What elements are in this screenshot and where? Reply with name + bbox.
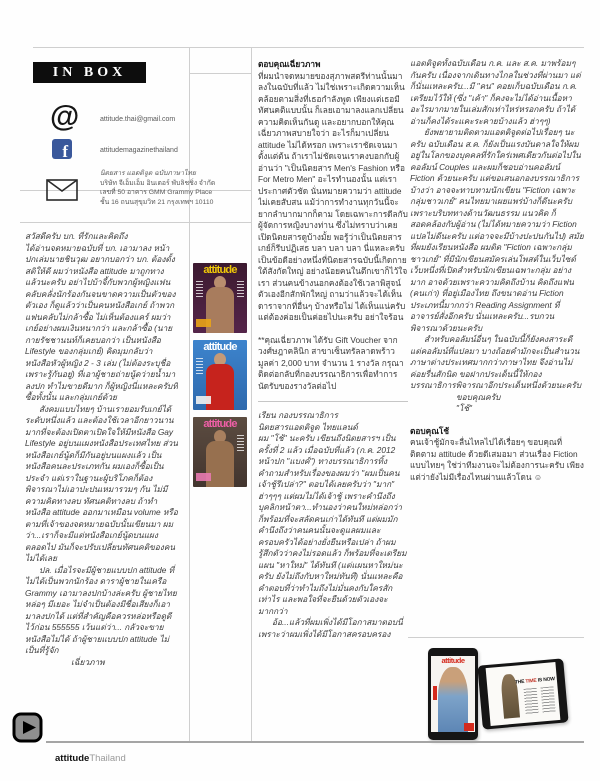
ipad-section-rule (408, 637, 584, 638)
reply-column (258, 59, 408, 739)
contact-email: attitude.thai@gmail.com (100, 116, 176, 123)
postal-address (100, 169, 215, 207)
cover-caption-block (196, 396, 211, 404)
ipad-portrait (428, 648, 478, 740)
reply2-header: ตอบคุณโช้ (410, 425, 449, 436)
ipad-spread-text (540, 686, 555, 713)
page-title: IN BOX (33, 62, 146, 83)
cover-logo: attitude (203, 341, 237, 353)
letter1-column (25, 231, 178, 736)
letter1-paragraph: ได้อ่านจดหมายฉบับที่ บก. เอามาลง หน้าปกเล่มนายชินวุฒ อยากบอกว่า บก. ต้องตั้งสติให้ดี ผมว่าหนังสือ attitude มาถูกทางแล้วนะครับ อย่าไปบ้าจี้กับพวกผู้หญิงแฟนคลับคลั่งนักร้องกันจนขาดความเป็นตัวของตัวเอง ก็ดูแล้วว่าเป็นคนหนังสือเกย์ ถ้าพวกแฟนคลับไม่กล้าซื้อ ไม่เห็นต้องแคร์ ผมว่าเกย์อย่างผมเงินหนากว่า และกล้าซื้อ (นายกายรัชชานนท์ก็เคยบอกว่า เป็นหนังสือ Lifestyle ของกลุ่มเกย์) คิดมุมกลับว่า หนังสือหัวผู้หญิง 2 - 3 เล่ม (ไม่ต้องระบุชื่อเพราะรู้กันอยู่) ที่เอาผู้ชายถ่ายนู้ดว่ายน้ำมาลงปก ทำไมขายดีมาก ก็ผู้หญิงนี่แหละครับที่ซื้อทั้งนั้น และกลุ่มเกย์ด้วย (25, 242, 178, 402)
ipad-landscape (477, 658, 568, 729)
magazine-cover-3 (193, 417, 247, 487)
letter2-paragraph: ผม "โช้" นะครับ เขียนถึงนิตยสารฯ เป็นครั้งที่ 2 แล้ว เมื่อฉบับที่แล้ว (ก.ค. 2012 หน้าปก "แบงค์") ทางบรรณาธิการทิ้งคำถามสำหรับเรื่องของผมว่า "ผมเป็นคนเจ้าชู้รึเปล่า?" ตอบได้เลยครับว่า "มาก" ฮ่าๆๆๆ แต่ผมไม่ได้เจ้าชู้ เพราะคำนึงถึงบุคลิกหน้าตา...ทำนองว่าคนใหม่หล่อกว่า ก็พร้อมที่จะสลัดคนเก่าได้ทันที แต่ผมมักคำนึงถึงว่าคนคนนั้นจะดูแลผมและครอบครัวได้อย่างยั่งยืนหรือเปล่า ถ้าผมรู้สึกตัวว่าคงไม่รอดแล้ว ก็พร้อมที่จะเตรียมแผน "หาใหม่" ได้ทันที (แต่แผนหาใหม่นะครับ ยังไม่ถึงกับหาใหม่ทันที) นั่นแหละคือคำตอบที่ว่าทำไมถึงไม่มั่นคงกับใครสักเท่าไร และพอใจที่จะยืนด้วยตัวเองจะมากกว่า (258, 433, 407, 616)
ipad-spread-headline: THE TIME IS NOW (514, 676, 556, 686)
address-line: ชั้น 16 ถนนสุขุมวิท 21 กรุงเทพฯ 10110 (100, 198, 214, 206)
column-rule-left (189, 47, 190, 741)
reply1-header: ตอบคุณเฉี่ยวภาพ (258, 59, 321, 69)
letter2-salutation: นิตยสารแอตติจูด ไทยแลนด์ (258, 421, 358, 432)
letter2-paragraph: แอตติจูดทั้งฉบับเดือน ก.ค. และ ส.ค. มาพร้อมๆ กันครับ เนื่องจากเดินทางไกลในช่วงที่ผ่านมา แต่ก็นั่นแหละครับ...มี "คน" คอยเก็บฉบับเดือน ก.ค. เตรียมไว้ให้ (ซึ่ง "เค้า" ก็คงจะไม่ได้อ่านเนื้อหาอะไรมากมายในเล่มสักเท่าไหร่หรอกครับ ถ้าได้อ่านก็คงได้ระแคะระคายบ้างแล้ว ฮ่าๆๆ) (410, 58, 581, 126)
letter2-closing: ขอบคุณครับ (456, 391, 501, 402)
letter1-paragraph: ปล. เมื่อไรจะมีผู้ชายแบบปก attitude ที่ไม่ได้เป็นพวกนักร้อง ดาราผู้ชายในเครือ Grammy เอามาลงปกบ้างล่ะครับ ผู้ชายไทยหล่อๆ มีเยอะ ไม่จำเป็นต้องมีชื่อเสียงก็เอามาลงปกได้ แต่ที่สำคัญคือควรหล่อหรือดูดีไว้ก่อน 555555 เว้นแต่ว่า... กลัวจะขายหนังสือไม่ได้ ถ้าผู้ชายแบบปก attitude ไม่เป็นที่รู้จัก (25, 564, 177, 655)
letter2-paragraph: ยังพยายามติดตามแอตติจูดต่อไปเรื่อยๆ นะครับ ฉบับเดือน ส.ค. ก็ยังเป็นแรงบันดาลใจให้ผมอยู่ในโลกของบุคคลที่รักใคร่เพศเดียวกันต่อไปในคอลัมน์ Couples และผมก็ชอบอ่านคอลัมน์ Fiction ด้วยนะครับ แต่ขอเสนอกองบรรณาธิการบ้างว่า อาจจะทาบทามนักเขียน "Fiction เฉพาะกลุ่มชาวเกย์" คนไทยมาเผยแพร่บ้างก็ดีนะครับ เพราะบริบททางด้านวัฒนธรรม แนวคิด ก็สอดคล้องกับผู้อ่าน (ไม่ได้หมายความว่า Fiction แปลไม่ดีนะครับ แต่อาจจะมีบ้างปะปนกันไป) สมัยที่ผมยังเรียนหนังสือ ผมติด "Fiction เฉพาะกลุ่มชาวเกย์" ที่มีนักเขียนสมัครเล่นโพสต์ในเว็บไซต์เว็บหนึ่งที่เปิดสำหรับนักเขียนเฉพาะกลุ่ม อย่างมาก อาจด้วยเพราะความคิดถึงบ้าน คิดถึงแฟน (คนเก่า) ที่อยู่เมืองไทย ถึงขนาดอ่าน Fiction ประเภทนี้มากกว่า Reading Assignment ที่อาจารย์สั่งอีกครับ นั่นแหละครับ...รบกวนพิจารณาด้วยนะครับ (410, 127, 584, 333)
email-at-icon: @ (50, 100, 80, 133)
letter2-paragraph: สำหรับคอลัมน์อื่นๆ ในฉบับนี้ก็ยังคงสาระดี แต่คอลัมน์ที่แปลมา บางถ้อยคำมักจะเป็นสำนวนภาษาต่างประเทศมากกว่าภาษาไทย จึงอ่านไม่ค่อยรื่นสักนิด ขอฝากประเด็นนี้ให้กองบรรณาธิการพิจารณาอีกประเด็นหนึ่งด้วยนะครับ (410, 334, 582, 390)
magazine-cover-2 (193, 340, 247, 410)
footer-rule (46, 741, 584, 743)
ipad-cover-masthead: attitude (441, 656, 465, 665)
reply1-body: ที่ผมนำจดหมายของสุภาพสตรีท่านนั้นมาลงในฉบับที่แล้ว ไม่ใช่เพราะเกิดความเห็นคล้อยตามสิ่งที่เธอกำลังพูด เพียงแต่เธอมีทัศนคติแบบนั้น ก็เลยเอามาลงแลกเปลี่ยนความคิดเห็นกันดู และอยากบอกให้คุณเฉี่ยวภาพสบายใจว่า อะไรก็มาเปลี่ยน attitude ไม่ได้หรอก เพราะเราชัดเจนมาตั้งแต่ต้น ถ้าเราไม่ชัดเจนเราคงบอกกับผู้อ่านว่า "เป็นนิตยสาร Men's Fashion หรือ For Metro Men" อะไรทำนองนั้น แต่เราประกาศตัวชัด นั่นหมายความว่า attitude ไม่เคยสับสน แม้ว่าการทำงานทุกวันนี้จะยากลำบากมากก็ตาม โดยเฉพาะการดีลกับผู้จัดการหญิงบางท่าน ซึ่งไม่ทราบว่าเคยเปิดนิตยสารดูบ้างมั้ย พอรู้ว่าเป็นนิตยสารเกย์ก็รีบปฏิเสธ บลา บลา บลา นี่แหละครับ เป็นข้อดีอย่างหนึ่งที่นิตยสารฉบับนี้เกิดกายใต้สังกัดใหญ่ อย่างน้อยคนในตึกเขาก็ไว้ใจเรา ส่วนคนข้างนอกคงต้องใช้เวลาพิสูจน์ตัวเองอีกสักพักใหญ่ ถามว่าแล้วจะได้เห็นดาราจากที่อื่นๆ บ้างหรือไม่ ได้เห็นแน่ครับ แต่ต้องค่อยเป็นค่อยไปนะครับ อย่าใจร้อน (258, 70, 408, 322)
address-line: นิตยสาร แอตติจูด ฉบับภาษาไทย (100, 170, 196, 177)
letter1-salutation: สวัสดีครับ บก. ที่รักและคิดถึง (25, 231, 128, 241)
column-rule-right (251, 47, 252, 741)
address-line: เลขที่ 50 อาคาร GMM Grammy Place (100, 189, 213, 197)
letter2-salutation: เรียน กองบรรณาธิการ (258, 410, 338, 420)
grid-rule-1 (189, 73, 251, 74)
grid-rule-3 (20, 222, 251, 223)
magazine-cover-1 (193, 263, 247, 333)
top-rule (33, 47, 584, 48)
section-divider (258, 401, 408, 402)
letter2-signature: "โช้" (456, 403, 472, 413)
ipad-spread-text (524, 688, 539, 715)
footer-brand: attitudeThailand (55, 753, 126, 764)
envelope-icon (46, 179, 78, 206)
cover-logo: attitude (203, 418, 237, 430)
address-line: บริษัท จีเอ็มเอ็ม อินเตอร์ พับลิชชิ่ง จำกัด (100, 179, 216, 187)
play-logo-icon (12, 712, 43, 748)
letter1-signature: เฉี่ยวภาพ (71, 656, 105, 667)
cover-caption-block (196, 319, 211, 327)
contact-facebook: attitudemagazinethailand (100, 147, 178, 154)
cover-logo: attitude (203, 264, 237, 276)
reply1-prize-note: **คุณเฉี่ยวภาพ ได้รับ Gift Voucher จากวงศ์ษฎาคลินิก สาขาเซ็นทรัลลาดพร้าว มูลค่า 2,000 บาท จำนวน 1 รางวัล กรุณาติดต่อกลับที่กองบรรณาธิการเพื่อทำการนัดรับของรางวัลต่อไป (258, 334, 404, 391)
letter2-paragraph: อ้อ...แล้วที่ผมเพิ่งได้มีโอกาสมาตอบนี่ เพราะว่าผมเพิ่งได้มีโอกาสครอบครอง (258, 617, 403, 639)
letter2-column (410, 58, 584, 633)
facebook-icon: f (52, 139, 72, 159)
cover-caption-block (196, 473, 211, 481)
reply2-body: คนเจ้าชู้มักจะลื่นไหลไปได้เรื่อยๆ ขอบคุณที่ติดตาม attitude ด้วยดีเสมอมา ส่วนเรื่อง Fiction แบบไทยๆ ใช่ว่าทีมงานจะไม่ต้องการนะครับ เพียงแต่ว่ายังไม่มีเรื่องไหนผ่านแล้วโดน ☺ (410, 437, 584, 482)
letter1-paragraph: สังคมแบบไทยๆ บ้านเรายอมรับเกย์ได้ระดับหนึ่งแล้ว และต้องใช้เวลาอีกยาวนานมากที่จะต้องเปิดตาเปิดใจให้มีหนังสือ Gay Lifestyle อยู่บนแผงหนังสือประเทศไทย ส่วนหนังสือเกย์นู้ดก็มีกันอยู่บนแผงแล้ว เป็นหนังสือคนละประเภทกัน ผมเองก็ซื้อเป็นประจำ แต่เราในฐานะผู้บริโภคก็ต้องพิจารณาไม่เอาปะปนเหมารวมๆ กัน ไม่มีความคิดทางลบ ทัศนคติทางลบ ถ้าทำหนังสือ attitude ออกมาเหมือน volume หรือตามที่เจ้าของจดหมายฉบับนั้นเขียนมา ผมว่า...เราก็จะมีแต่หนังสือเกย์นู้ดบนแผงตลอดไป มันก็จะปรับเปลี่ยนทัศนคติของคนไม่ได้เลย (25, 403, 178, 563)
